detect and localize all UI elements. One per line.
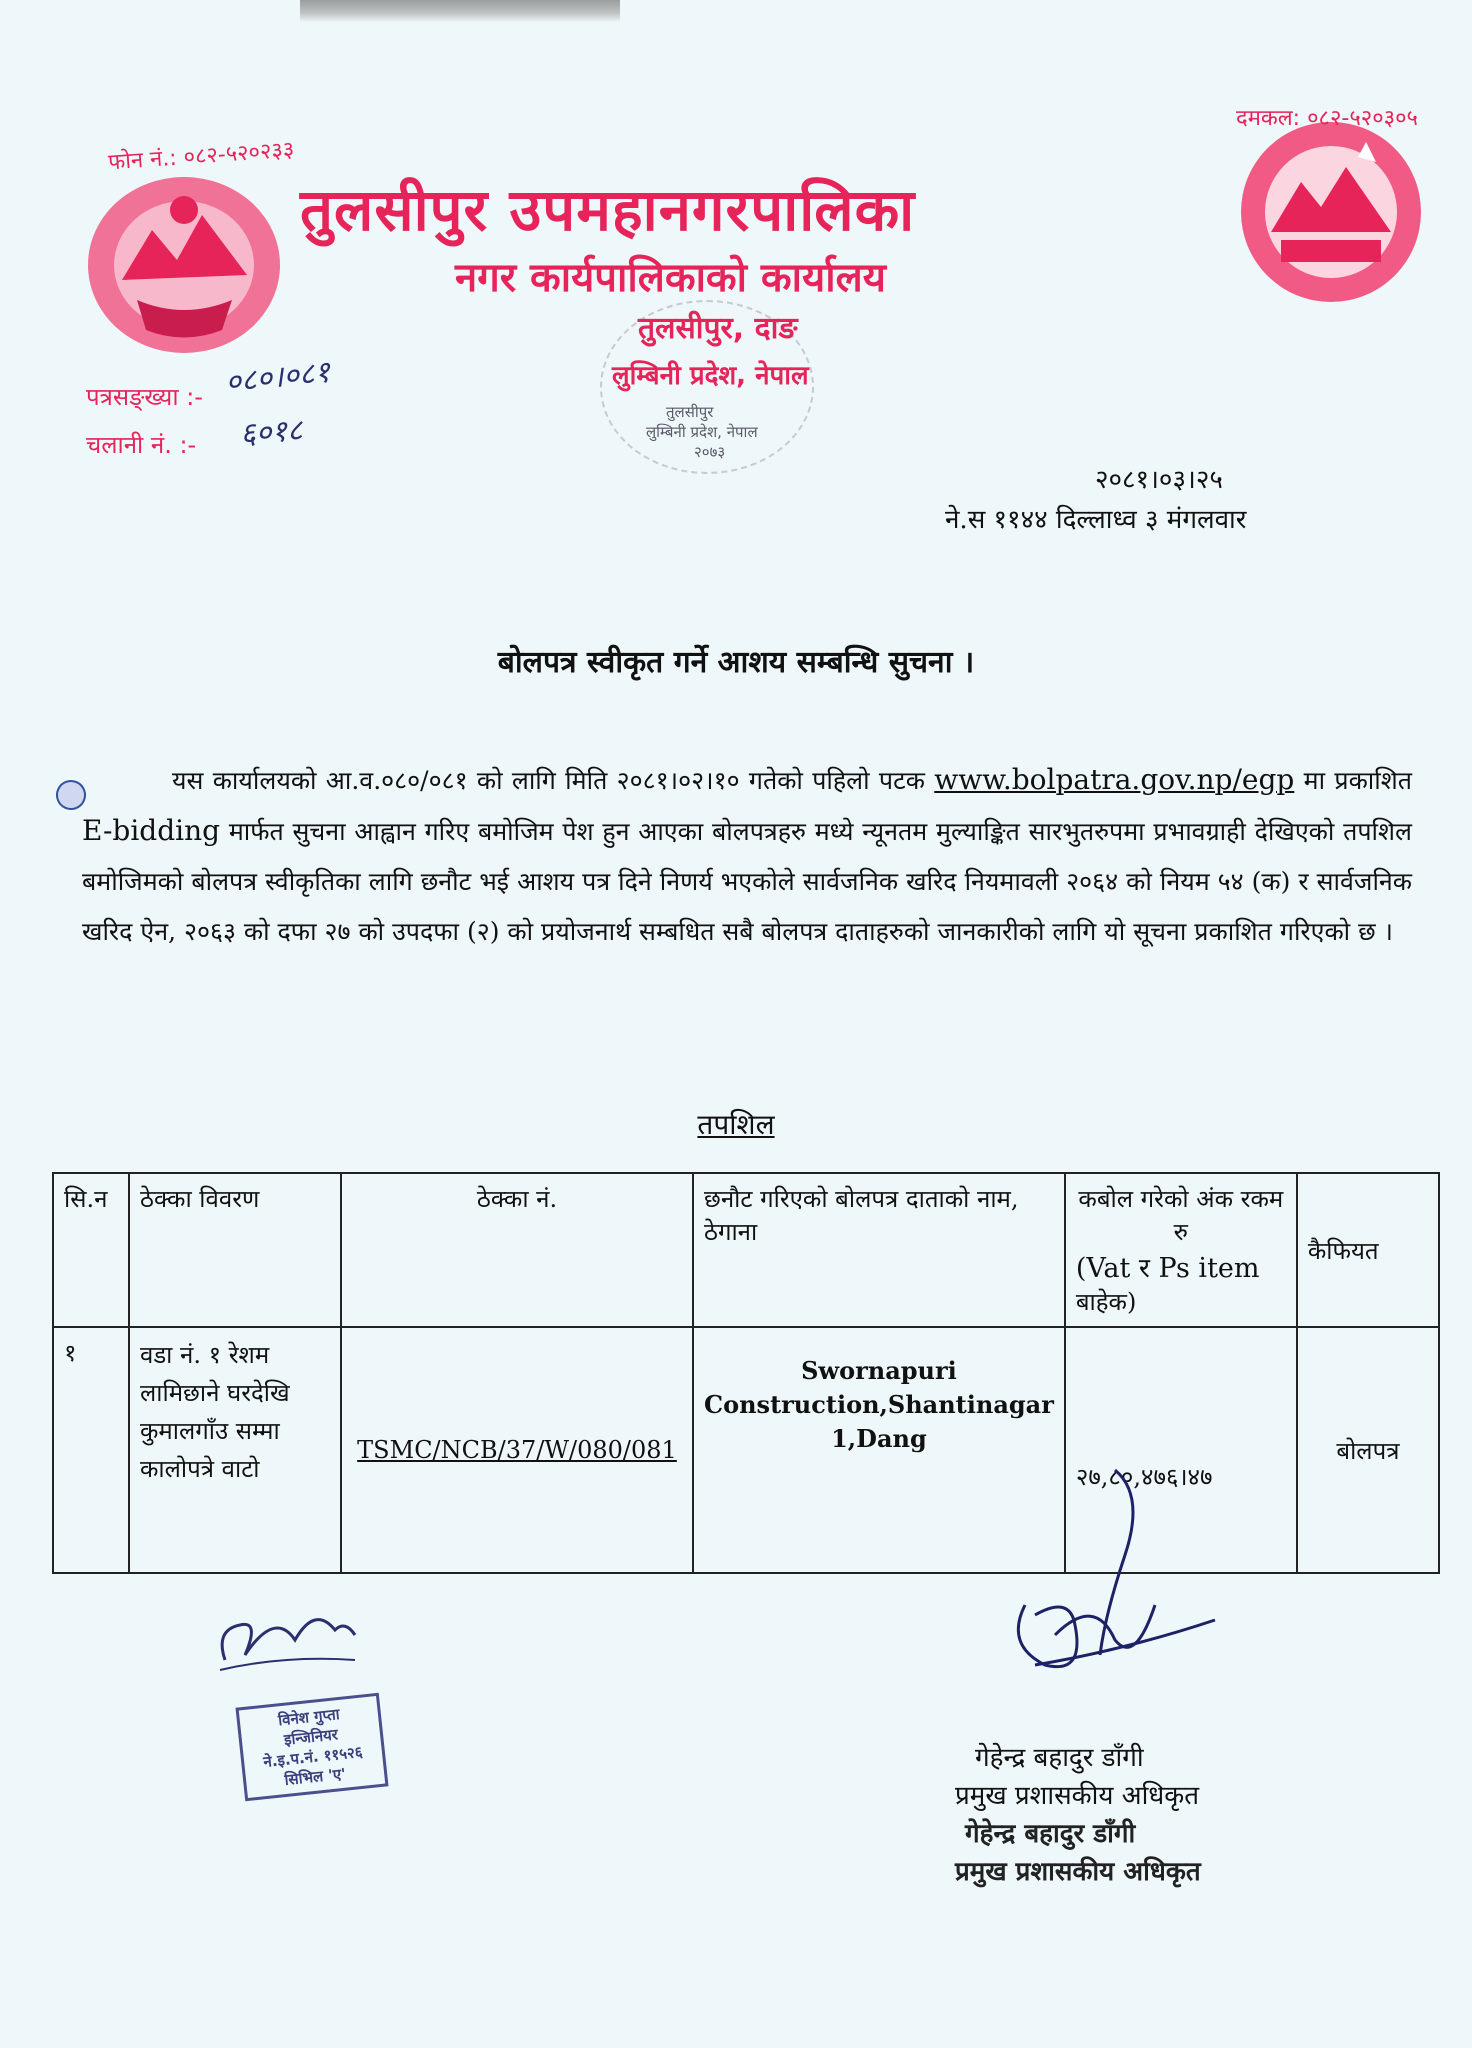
amount-header-line: बाहेक) (1075, 1288, 1137, 1316)
col-description: ठेक्का विवरण (129, 1173, 341, 1327)
col-contract-no: ठेक्का नं. (341, 1173, 693, 1327)
col-remarks: कैफियत (1297, 1173, 1439, 1327)
nepal-emblem-icon (82, 170, 287, 360)
engineer-stamp-line: इन्जिनियर (283, 1725, 339, 1749)
phone-number: फोन नं.: ०८२-५२०२३३ (107, 137, 296, 176)
office-title: तुलसीपुर उपमहानगरपालिका (300, 176, 916, 244)
stamp-line: २०७३ (694, 443, 726, 461)
date-bs: २०८१।०३।२५ (1095, 465, 1223, 495)
office-subtitle: नगर कार्यपालिकाको कार्यालय (455, 255, 886, 301)
municipality-seal-icon (1236, 112, 1426, 312)
body-part-2: मा प्रकाशित (1303, 766, 1413, 795)
notice-body (82, 755, 1412, 957)
cell-description: वडा नं. १ रेशम लामिछाने घरदेखि कुमालगाँउ सम्मा कालोपत्रे वाटो (129, 1327, 341, 1573)
cao-signature-icon (995, 1465, 1225, 1680)
table-header-row (53, 1173, 1439, 1327)
signatory-stamp-title: प्रमुख प्रशासकीय अधिकृत (955, 1857, 1201, 1887)
body-part-3: मार्फत सुचना आह्वान गरिए बमोजिम पेश हुन आएका बोलपत्रहरु मध्ये न्यूनतम मुल्याङ्कित सारभुतरुपमा प्रभावग्राही देखिएको तपशिल बमोजिमको बोलपत्र स्वीकृतिका लागि छनौट भई आशय पत्र दिने निणर्य भएकोले सार्वजनिक खरिद नियमावली २०६४ को नियम ५४ (क) र सार्वजनिक खरिद ऐन, २०६३ को दफा २७ को उपदफा (२) को प्रयोजनार्थ सम्बधित सबै बोलपत्र दाताहरुको जानकारीको लागि यो सूचना प्रकाशित गरिएको छ । (82, 817, 1413, 946)
engineer-stamp (235, 1693, 388, 1802)
engineer-stamp-line: ने.इ.प.नं. ११५२६ (262, 1742, 364, 1772)
patra-sankhya-label: पत्रसङ्ख्या :- (86, 383, 203, 411)
signatory-name: गेहेन्द्र बहादुर डाँगी (975, 1743, 1144, 1773)
chalani-value: ६०१८ (238, 412, 304, 453)
cell-amount: २७,८०,४७६।४७ (1065, 1327, 1297, 1573)
engineer-stamp-line: सिभिल 'ए' (283, 1764, 347, 1789)
office-province: लुम्बिनी प्रदेश, नेपाल (612, 361, 809, 391)
col-bidder: छनौट गरिएको बोलपत्र दाताको नाम, ठेगाना (693, 1173, 1065, 1327)
engineer-signature-icon (205, 1600, 365, 1690)
ebidding-term: E-bidding (82, 814, 221, 847)
bidder-line: Construction,Shantinagar (704, 1390, 1054, 1419)
bidder-line: Swornapuri (801, 1356, 957, 1385)
amount-header-line: (Vat र Ps item (1075, 1253, 1260, 1284)
body-part-1: यस कार्यालयको आ.व.०८०/०८१ को लागि मिति २०८१।०२।१० गतेको पहिलो पटक (172, 766, 925, 795)
schedule-heading: तपशिल (697, 1108, 775, 1141)
engineer-stamp-line: विनेश गुप्ता (277, 1705, 341, 1730)
cell-remarks: बोलपत्र (1297, 1327, 1439, 1573)
signatory-stamp-name: गेहेन्द्र बहादुर डाँगी (965, 1819, 1136, 1849)
col-sn: सि.न (53, 1173, 129, 1327)
notice-heading: बोलपत्र स्वीकृत गर्ने आशय सम्बन्धि सुचना । (497, 645, 975, 680)
bolpatra-link[interactable]: www.bolpatra.gov.np/egp (934, 763, 1295, 796)
stamp-line: तुलसीपुर (666, 403, 714, 421)
stamp-line: लुम्बिनी प्रदेश, नेपाल (646, 423, 758, 441)
scan-shadow (300, 0, 620, 22)
patra-sankhya-value: ०८०।०८१ (223, 354, 332, 401)
bidder-line: 1,Dang (831, 1424, 927, 1453)
date-nepal-sambat: ने.स ११४४ दिल्लाध्व ३ मंगलवार (945, 505, 1247, 535)
cell-contract-no: TSMC/NCB/37/W/080/081 (341, 1327, 693, 1573)
office-location: तुलसीपुर, दाङ (638, 311, 798, 346)
col-amount (1065, 1173, 1297, 1327)
table-row (53, 1327, 1439, 1573)
amount-header-line: कबोल गरेको अंक रकम रु (1078, 1185, 1284, 1246)
signatory-title: प्रमुख प्रशासकीय अधिकृत (955, 1781, 1200, 1811)
award-table (52, 1172, 1440, 1574)
chalani-label: चलानी नं. :- (86, 431, 197, 459)
cell-sn: १ (53, 1327, 129, 1573)
fire-brigade-number: दमकल: ०८२-५२०३०५ (1236, 106, 1418, 131)
